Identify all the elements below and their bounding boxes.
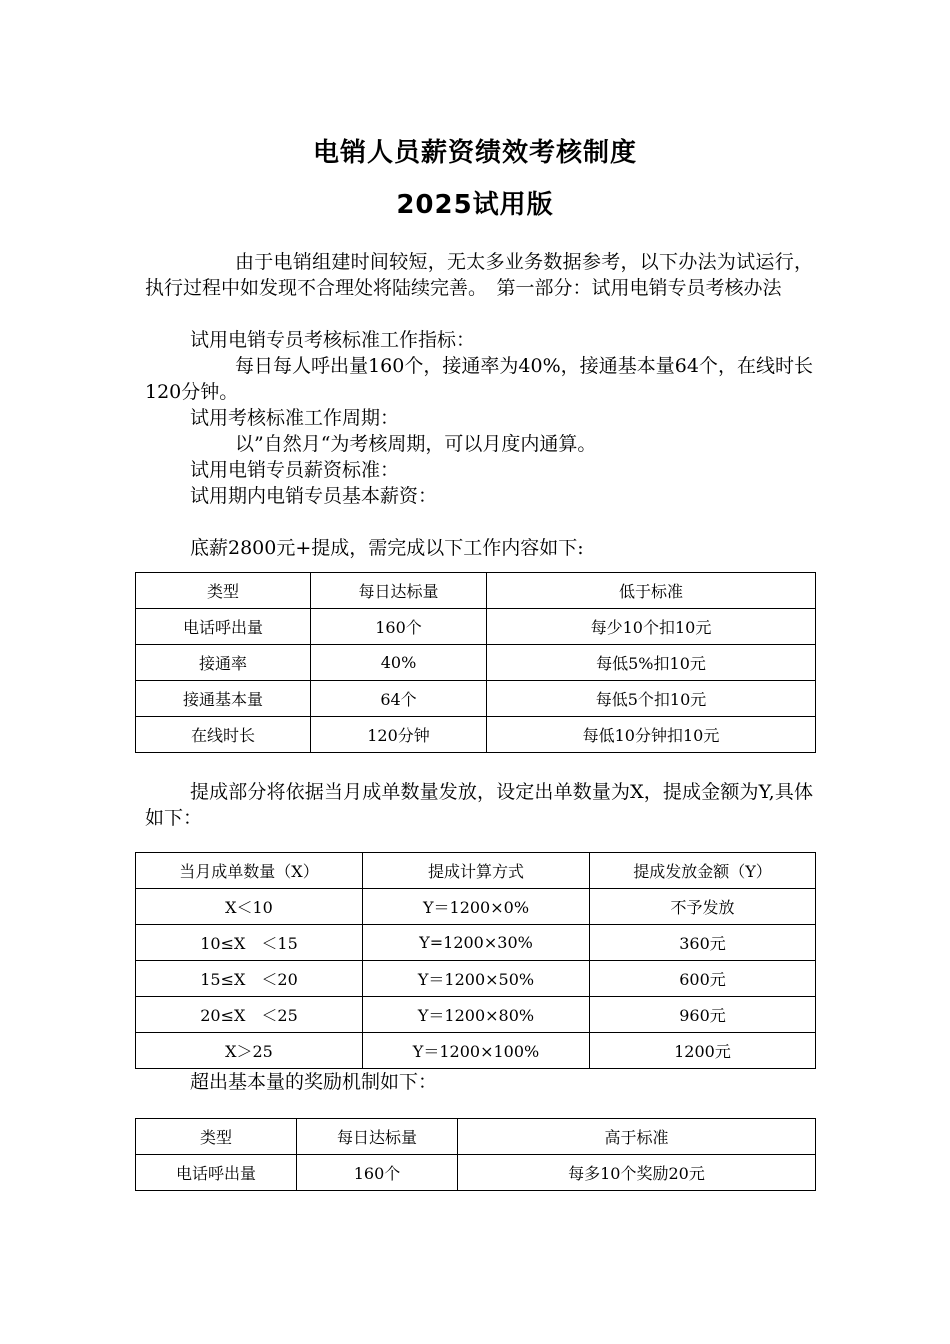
table-cell: 每多10个奖励20元 (458, 1155, 816, 1191)
table-row (136, 717, 816, 753)
document-title: 电销人员薪资绩效考核制度 (312, 138, 637, 168)
salary-heading: 试用电销专员薪资标准： (190, 459, 400, 481)
table-header-cell: 每日达标量 (311, 573, 487, 609)
table-row (136, 961, 816, 997)
table-cell: Y＝1200×0% (363, 889, 590, 925)
table-row (136, 1155, 816, 1191)
table-cell: 40% (311, 645, 487, 681)
table-cell: X＜10 (136, 889, 363, 925)
table-cell: X＞25 (136, 1033, 363, 1069)
indicators-text: 每日每人呼出量160个，接通率为40%，接通基本量64个，在线时长120分钟。 (145, 355, 813, 403)
table-cell: 15≤X ＜20 (136, 961, 363, 997)
deduction-table (135, 572, 816, 753)
table-header-row (136, 573, 816, 609)
table-header-row (136, 853, 816, 889)
table-row (136, 609, 816, 645)
period-heading: 试用考核标准工作周期： (190, 407, 400, 429)
table-header-cell: 类型 (136, 573, 311, 609)
table-header-cell: 类型 (136, 1119, 297, 1155)
table-cell: 20≤X ＜25 (136, 997, 363, 1033)
table-cell: 120分钟 (311, 717, 487, 753)
table-cell: 接通基本量 (136, 681, 311, 717)
table-cell: 每低5%扣10元 (487, 645, 816, 681)
table-cell: 接通率 (136, 645, 311, 681)
table-cell: 600元 (590, 961, 816, 997)
table-cell: 360元 (590, 925, 816, 961)
table-cell: 64个 (311, 681, 487, 717)
table-row (136, 997, 816, 1033)
table-row (136, 889, 816, 925)
table-cell: Y＝1200×50% (363, 961, 590, 997)
table-cell: 每低5个扣10元 (487, 681, 816, 717)
table-cell: Y＝1200×80% (363, 997, 590, 1033)
commission-table (135, 852, 816, 1069)
table-cell: 不予发放 (590, 889, 816, 925)
table-cell: Y＝1200×100% (363, 1033, 590, 1069)
table-cell: 960元 (590, 997, 816, 1033)
table-cell: 电话呼出量 (136, 609, 311, 645)
table-cell: 1200元 (590, 1033, 816, 1069)
table-cell: 160个 (311, 609, 487, 645)
table-cell: Y=1200×30% (363, 925, 590, 961)
table-row (136, 681, 816, 717)
table-cell: 160个 (297, 1155, 458, 1191)
table-header-cell: 提成发放金额（Y） (590, 853, 816, 889)
table-header-cell: 高于标准 (458, 1119, 816, 1155)
table-row (136, 925, 816, 961)
intro-paragraph: 由于电销组建时间较短，无太多业务数据参考，以下办法为试运行，执行过程中如发现不合理处将陆续完善。 第一部分：试用电销专员考核办法 (145, 251, 813, 299)
table-cell: 10≤X ＜15 (136, 925, 363, 961)
table-header-cell: 低于标准 (487, 573, 816, 609)
table-row (136, 1033, 816, 1069)
period-text: 以”自然月“为考核周期，可以月度内通算。 (235, 433, 597, 455)
table-cell: 每少10个扣10元 (487, 609, 816, 645)
commission-paragraph: 提成部分将依据当月成单数量发放，设定出单数量为X，提成金额为Y,具体如下： (145, 781, 813, 829)
reward-heading: 超出基本量的奖励机制如下： (190, 1071, 438, 1093)
base-salary-heading: 试用期内电销专员基本薪资： (190, 485, 438, 507)
indicators-heading: 试用电销专员考核标准工作指标： (190, 329, 476, 351)
table-header-cell: 当月成单数量（X） (136, 853, 363, 889)
table-cell: 在线时长 (136, 717, 311, 753)
table-row (136, 645, 816, 681)
table-cell: 电话呼出量 (136, 1155, 297, 1191)
table-header-cell: 每日达标量 (297, 1119, 458, 1155)
base-salary-text: 底薪2800元+提成，需完成以下工作内容如下: (190, 537, 584, 559)
reward-table (135, 1118, 816, 1191)
document-subtitle: 2025试用版 (396, 190, 554, 220)
table-cell: 每低10分钟扣10元 (487, 717, 816, 753)
table-header-cell: 提成计算方式 (363, 853, 590, 889)
table-header-row (136, 1119, 816, 1155)
